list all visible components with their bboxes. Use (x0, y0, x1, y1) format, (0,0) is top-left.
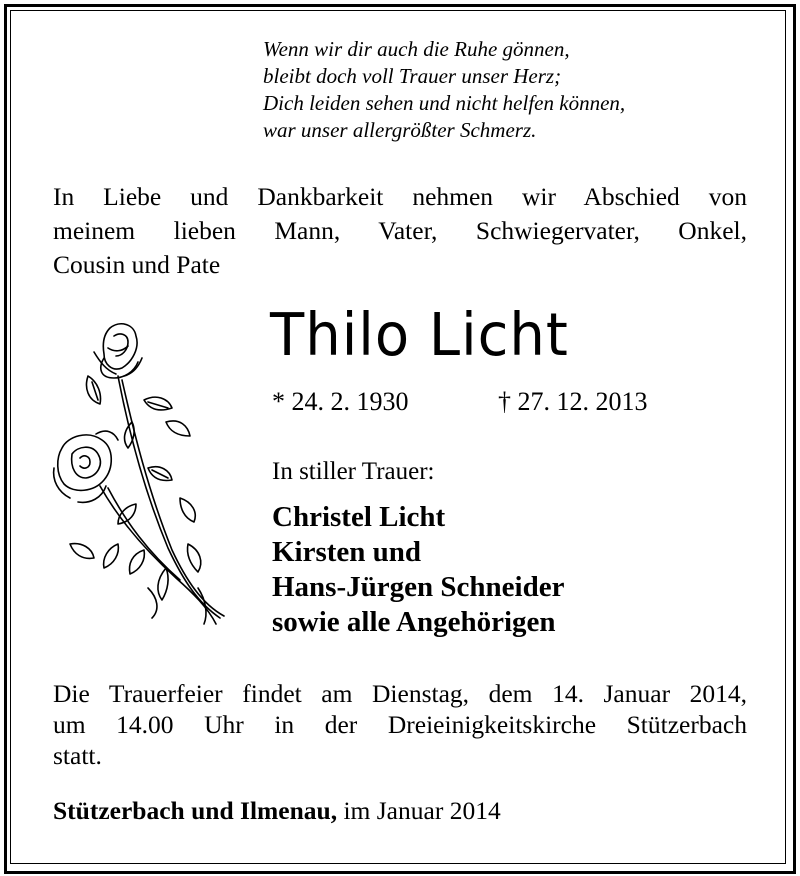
life-dates (272, 385, 648, 419)
birth-date: * 24. 2. 1930 (272, 387, 409, 416)
mourners-list (272, 500, 564, 640)
mourner-line: sowie alle Angehörigen (272, 606, 556, 638)
mourner-line: Hans-Jürgen Schneider (272, 571, 565, 603)
poem-line: war unser allergrößter Schmerz. (263, 118, 537, 142)
intro-text (53, 180, 747, 282)
intro-line: In Liebe und Dankbarkeit nehmen wir Abschied von (53, 182, 747, 211)
closing-line (53, 795, 501, 827)
mourner-line: Christel Licht (272, 501, 446, 533)
intro-line: meinem lieben Mann, Vater, Schwiegervater, Onkel, (53, 216, 747, 245)
service-line: statt. (53, 741, 102, 770)
service-line: Die Trauerfeier findet am Dienstag, dem 14. Januar 2014, (53, 679, 747, 708)
mourner-line: Kirsten und (272, 536, 422, 568)
rose-illustration-icon (48, 318, 228, 634)
poem-line: Dich leiden sehen und nicht helfen können, (263, 91, 626, 115)
closing-date: im Januar 2014 (343, 796, 501, 825)
death-date: † 27. 12. 2013 (498, 387, 648, 416)
poem (263, 36, 625, 144)
service-line: um 14.00 Uhr in der Dreieinigkeitskirche Stützerbach (53, 710, 747, 739)
deceased-name: Thilo Licht (270, 301, 569, 370)
intro-line: Cousin und Pate (53, 250, 221, 279)
service-info (53, 678, 747, 771)
closing-places: Stützerbach und Ilmenau, (53, 796, 338, 825)
poem-line: Wenn wir dir auch die Ruhe gönnen, (263, 37, 570, 61)
poem-line: bleibt doch voll Trauer unser Herz; (263, 64, 562, 88)
mourners-label: In stiller Trauer: (272, 458, 435, 485)
